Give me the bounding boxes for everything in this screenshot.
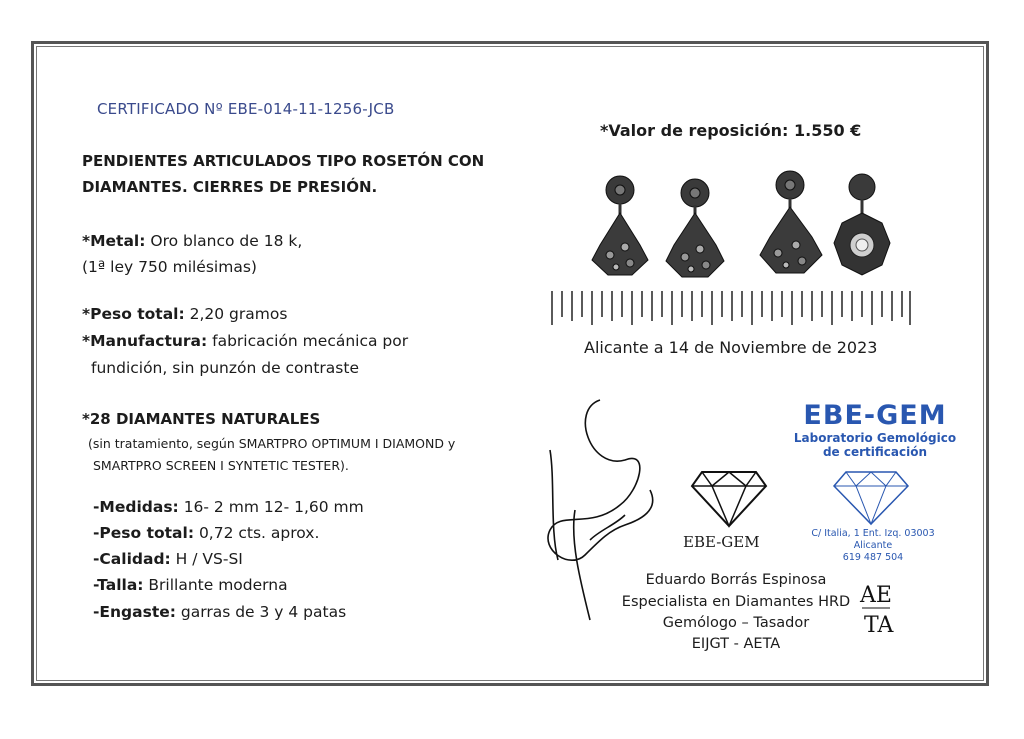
diamonds-note-1: (sin tratamiento, según SMARTPRO OPTIMUM I DIAMOND y [88, 436, 456, 451]
medidas-label: -Medidas: [93, 498, 179, 516]
svg-text:AE: AE [860, 583, 892, 608]
signer-name: Eduardo Borrás Espinosa [645, 572, 827, 588]
earrings-photo [550, 165, 920, 335]
stamp-address-line: C/ Italia, 1 Ent. Izq. 03003 Alicante [811, 528, 935, 551]
manufactura-line [82, 332, 408, 350]
calidad-label: -Calidad: [93, 550, 171, 568]
stamp-phone: 619 487 504 [842, 552, 904, 563]
calidad-line [93, 550, 243, 568]
diamonds-title: *28 DIAMANTES NATURALES [82, 410, 321, 428]
stamp-sub1: Laboratorio Gemológico [793, 431, 957, 445]
peso-label: *Peso total: [82, 305, 185, 323]
manufactura-value: fabricación mecánica por [207, 332, 409, 350]
peso-line [82, 305, 287, 323]
svg-text:TA: TA [864, 613, 894, 638]
signer-role-2: Gemólogo – Tasador [662, 615, 810, 631]
peso2-label: -Peso total: [93, 524, 195, 542]
engaste-label: -Engaste: [93, 603, 176, 621]
signer-role-3: EIJGT - AETA [691, 636, 781, 652]
stamp-sub2: de certificación [822, 445, 928, 459]
diamonds-note-2: SMARTPRO SCREEN I SYNTETIC TESTER). [93, 458, 349, 473]
title-line-1: PENDIENTES ARTICULADOS TIPO ROSETÓN CON [82, 152, 485, 170]
signer-role-1: Especialista en Diamantes HRD [621, 594, 851, 610]
fecha-lugar: Alicante a 14 de Noviembre de 2023 [584, 338, 878, 357]
manufactura-label: *Manufactura: [82, 332, 208, 350]
engaste-line [93, 603, 346, 621]
talla-line [93, 576, 288, 594]
diamond-logo-black [690, 468, 768, 528]
aeta-logo [858, 580, 894, 638]
medidas-line [93, 498, 364, 516]
talla-value: Brillante moderna [143, 576, 288, 594]
ebe-gem-stamp [790, 400, 960, 459]
manufactura-cont: fundición, sin punzón de contraste [91, 359, 359, 377]
engaste-value: garras de 3 y 4 patas [175, 603, 347, 621]
peso-value: 2,20 gramos [184, 305, 288, 323]
medidas-value: 16- 2 mm 12- 1,60 mm [178, 498, 364, 516]
metal-note: (1ª ley 750 milésimas) [82, 258, 257, 276]
title-line-2: DIAMANTES. CIERRES DE PRESIÓN. [82, 178, 378, 196]
stamp-title: EBE-GEM [803, 400, 947, 431]
diamond-logo-blue [832, 468, 910, 526]
valor-reposicion: *Valor de reposición: 1.550 € [600, 121, 862, 140]
certificate-number: CERTIFICADO Nº EBE-014-11-1256-JCB [97, 100, 395, 118]
stamp-address [798, 528, 948, 564]
metal-label: *Metal: [82, 232, 146, 250]
metal-value: Oro blanco de 18 k, [145, 232, 303, 250]
metal-line [82, 232, 302, 250]
peso2-line [93, 524, 319, 542]
calidad-value: H / VS-SI [170, 550, 243, 568]
ebegem-logo-text: EBE-GEM [683, 533, 760, 551]
talla-label: -Talla: [93, 576, 144, 594]
peso2-value: 0,72 cts. aprox. [194, 524, 320, 542]
